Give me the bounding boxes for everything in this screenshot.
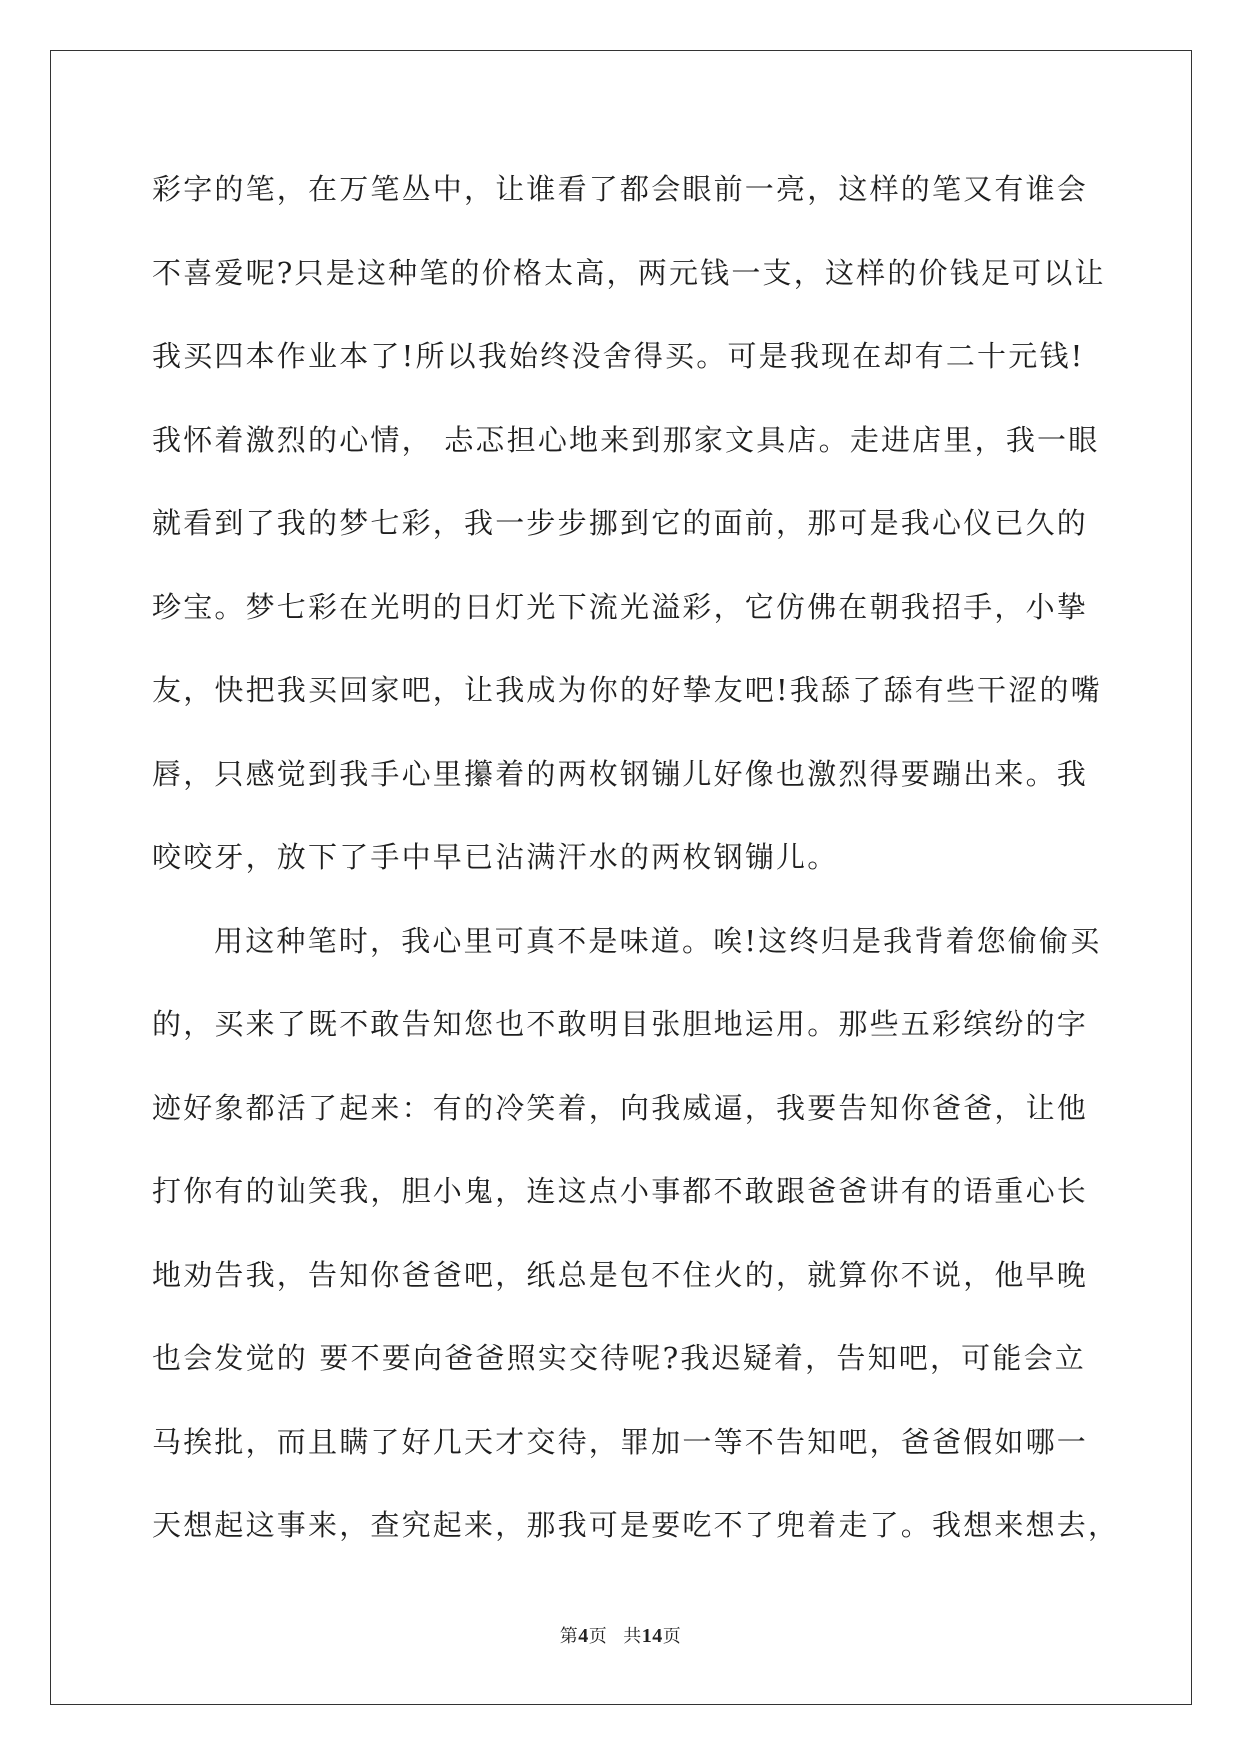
paragraph-start-line: 用这种笔时，我心里可真不是味道。唉!这终归是我背着您偷偷买 [214, 923, 1102, 958]
text-line: 唇，只感觉到我手心里攥着的两枚钢镚儿好像也激烈得要蹦出来。我 [152, 756, 1089, 791]
text-line: 友，快把我买回家吧，让我成为你的好挚友吧!我舔了舔有些干涩的嘴 [152, 673, 1102, 707]
page-prefix: 第 [559, 1626, 579, 1647]
text-line: 就看到了我的梦七彩，我一步步挪到它的面前，那可是我心仪已久的 [152, 506, 1089, 540]
text-line: 珍宝。梦七彩在光明的日灯光下流光溢彩，它仿佛在朝我招手，小挚 [152, 589, 1089, 624]
text-line: 迹好象都活了起来：有的冷笑着，向我威逼，我要告知你爸爸，让他 [152, 1090, 1089, 1125]
text-line: 咬咬牙，放下了手中早已沾满汗水的两枚钢镚儿。 [152, 840, 839, 874]
text-line: 也会发觉的 要不要向爸爸照实交待呢?我迟疑着，告知吧，可能会立 [152, 1341, 1086, 1375]
text-line: 我怀着激烈的心情， 忐忑担心地来到那家文具店。走进店里，我一眼 [152, 422, 1100, 457]
text-line: 马挨批，而且瞒了好几天才交待，罪加一等不告知吧，爸爸假如哪一 [152, 1424, 1089, 1459]
text-line: 彩字的笔，在万笔丛中，让谁看了都会眼前一亮，这样的笔又有谁会 [152, 172, 1089, 206]
text-line: 我买四本作业本了!所以我始终没舍得买。可是我现在却有二十元钱! [152, 339, 1085, 373]
total-prefix: 共 [623, 1626, 642, 1647]
page-number: 4 [578, 1625, 589, 1647]
text-line: 不喜爱呢?只是这种笔的价格太高，两元钱一支，这样的价钱足可以让 [152, 255, 1106, 290]
text-line: 打你有的讪笑我，胆小鬼，连这点小事都不敢跟爸爸讲有的语重心长 [152, 1174, 1089, 1208]
document-body [152, 155, 1120, 1575]
page-footer [0, 1622, 1241, 1648]
text-line: 天想起这事来，查究起来，那我可是要吃不了兜着走了。我想来想去， [152, 1508, 1120, 1542]
total-pages: 14 [641, 1625, 663, 1647]
text-line: 地劝告我，告知你爸爸吧，纸总是包不住火的，就算你不说，他早晚 [152, 1257, 1089, 1292]
text-line: 的，买来了既不敢告知您也不敢明目张胆地运用。那些五彩缤纷的字 [152, 1007, 1089, 1041]
total-suffix: 页 [662, 1626, 682, 1647]
page-suffix: 页 [588, 1626, 608, 1647]
